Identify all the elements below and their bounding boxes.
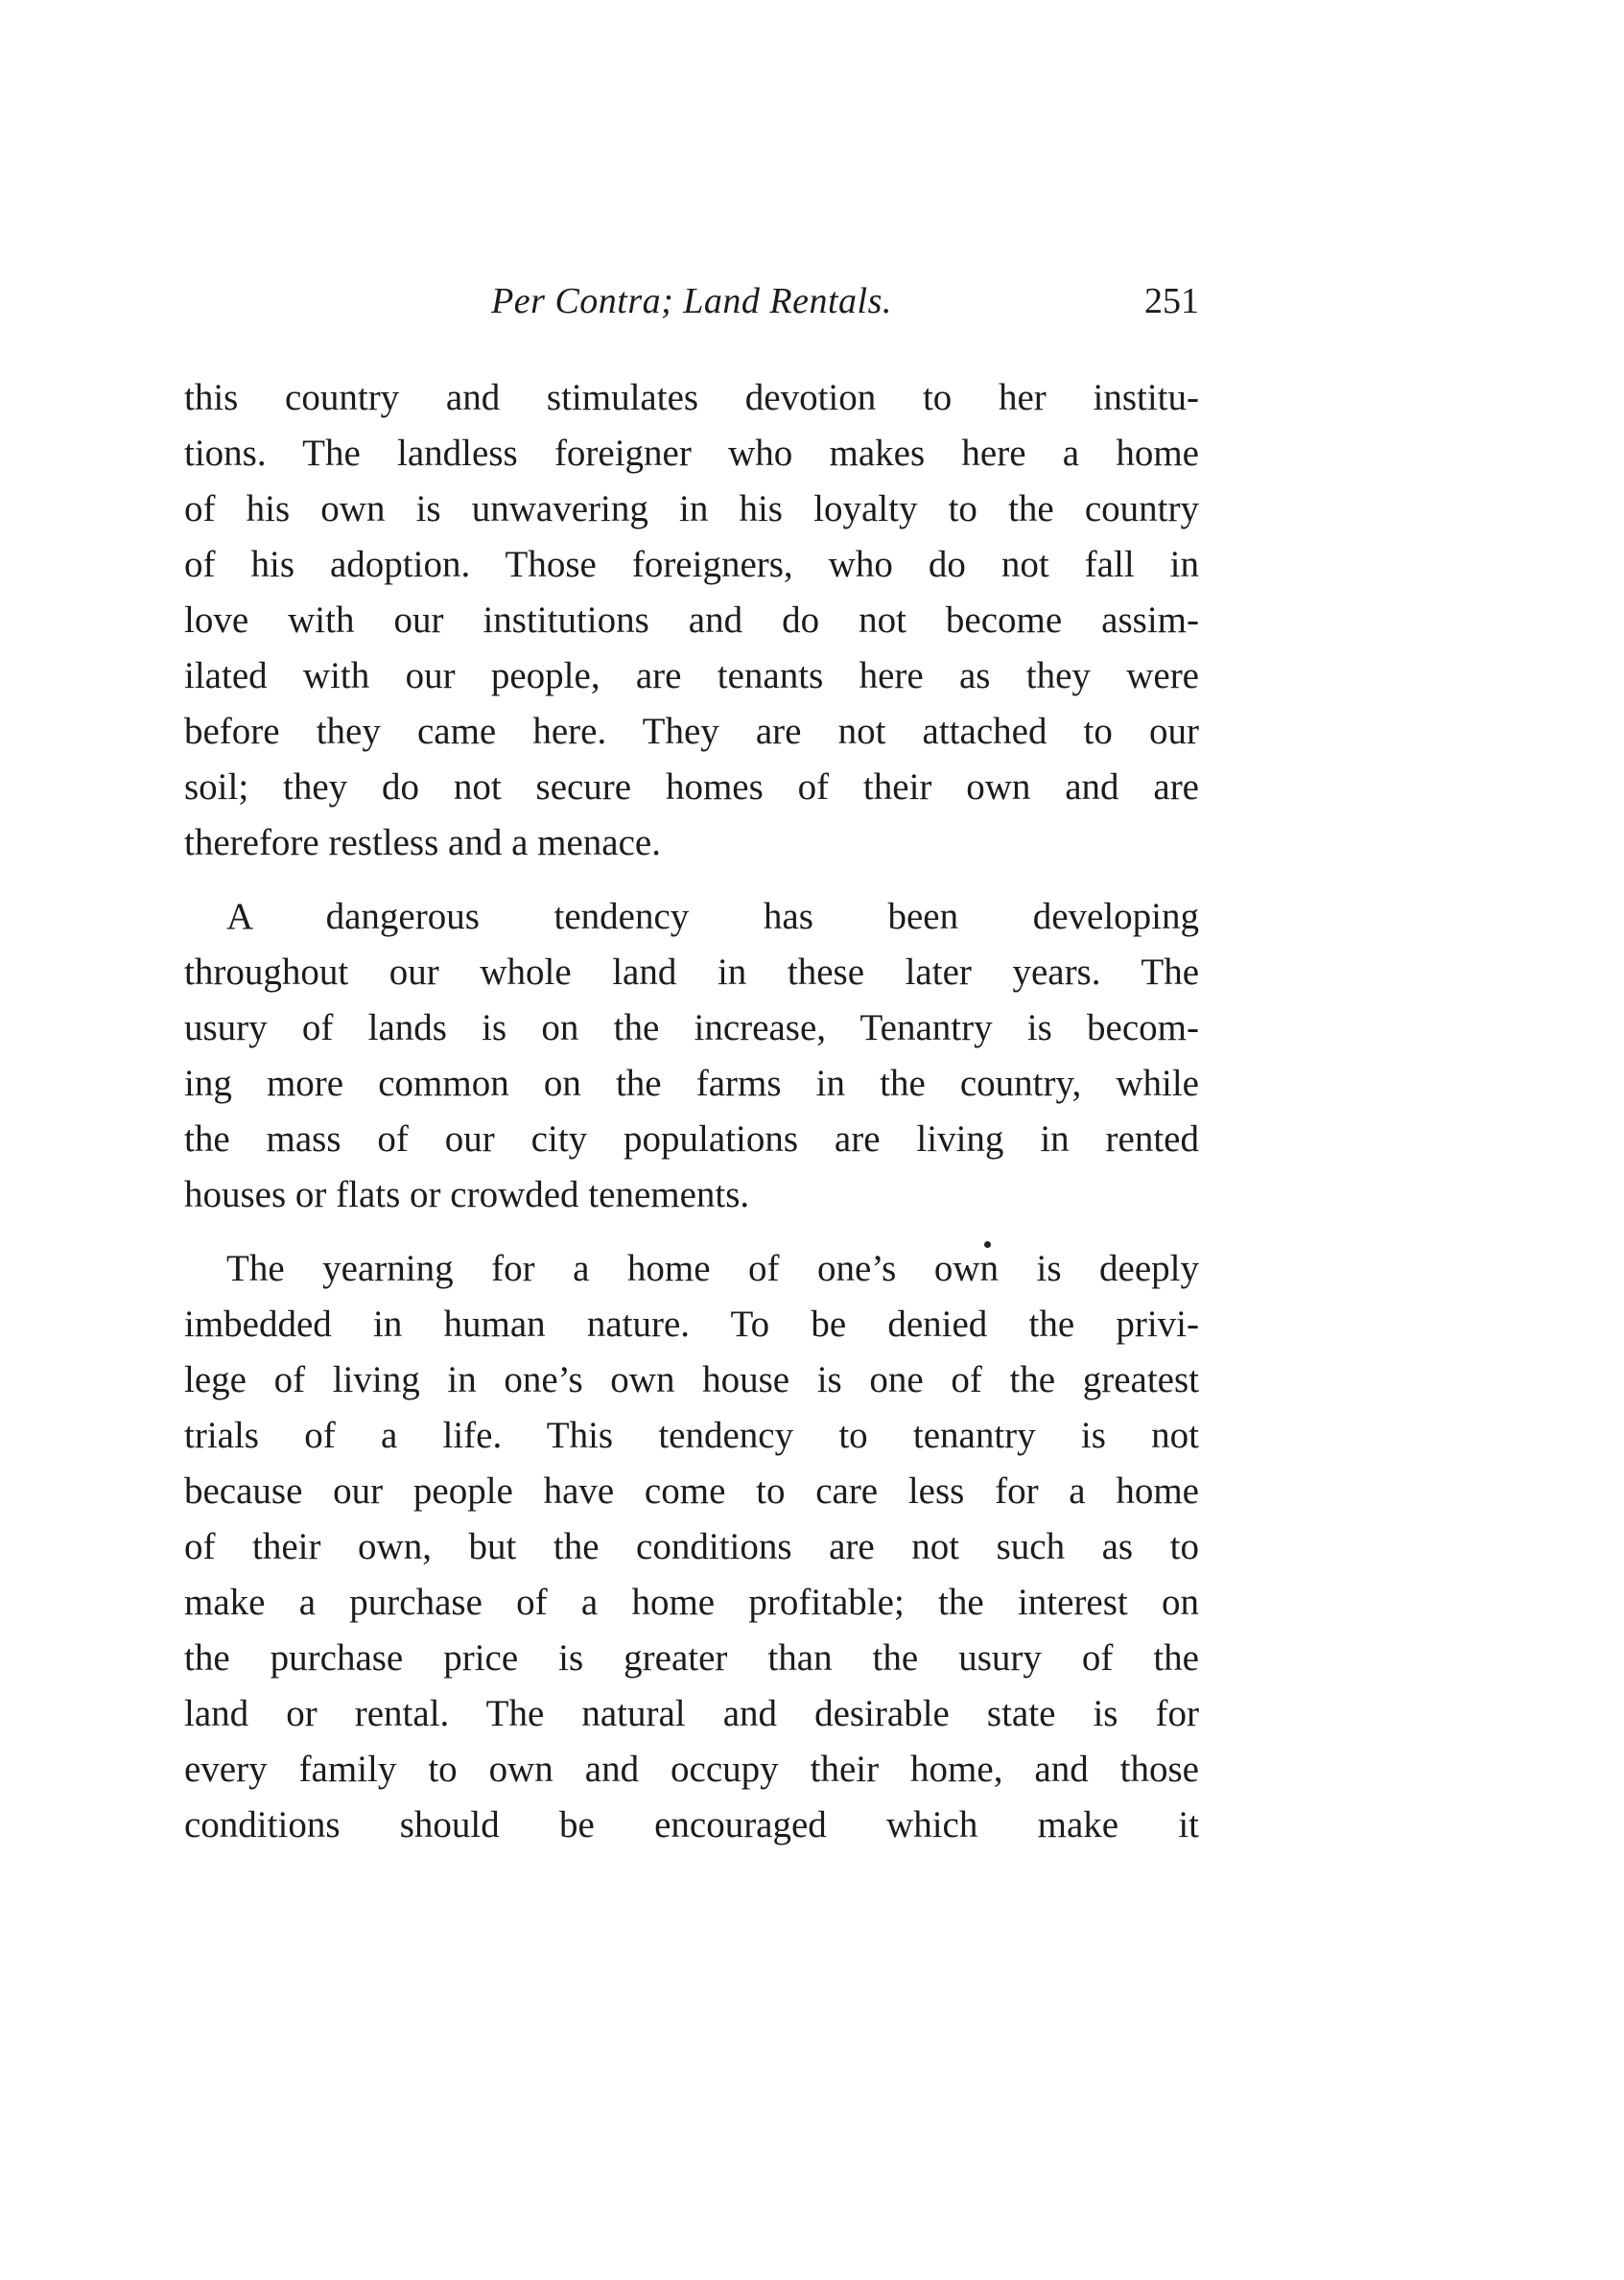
text-line: The yearning for a home of one’s own is deeply xyxy=(226,1248,1199,1289)
text-line: of their own, but the conditions are not such as to xyxy=(184,1526,1199,1567)
running-title: Per Contra; Land Rentals. xyxy=(491,281,892,321)
paragraph-1 xyxy=(184,370,1199,871)
ink-speck xyxy=(984,1241,991,1248)
text-line: make a purchase of a home profitable; the interest on xyxy=(184,1582,1199,1623)
text-line: of his own is unwavering in his loyalty to the country xyxy=(184,488,1199,529)
text-line: of his adoption. Those foreigners, who do not fall in xyxy=(184,544,1199,585)
text-line: imbedded in human nature. To be denied the privi- xyxy=(184,1304,1199,1345)
paragraph-gap xyxy=(184,1223,1199,1241)
text-line: before they came here. They are not attached to our xyxy=(184,711,1199,752)
text-line: A dangerous tendency has been developing xyxy=(226,896,1199,937)
text-line: ilated with our people, are tenants here as they were xyxy=(184,655,1199,696)
text-line: lege of living in one’s own house is one of the greatest xyxy=(184,1359,1199,1400)
text-line: usury of lands is on the increase, Tenantry is becom- xyxy=(184,1007,1199,1048)
text-line: houses or flats or crowded tenements. xyxy=(184,1174,750,1215)
text-line: conditions should be encouraged which make it xyxy=(184,1804,1199,1845)
text-line: the purchase price is greater than the usury of the xyxy=(184,1637,1199,1679)
text-line: land or rental. The natural and desirable state is for xyxy=(184,1693,1199,1734)
text-line: this country and stimulates devotion to her institu- xyxy=(184,377,1199,418)
paragraph-3 xyxy=(184,1241,1199,1853)
running-head xyxy=(184,280,1199,338)
text-line: soil; they do not secure homes of their own and are xyxy=(184,766,1199,808)
text-line: ing more common on the farms in the country, while xyxy=(184,1063,1199,1104)
text-line: because our people have come to care less for a home xyxy=(184,1470,1199,1512)
paragraph-2 xyxy=(184,889,1199,1223)
text-line: trials of a life. This tendency to tenantry is not xyxy=(184,1415,1199,1456)
text-line: throughout our whole land in these later years. The xyxy=(184,952,1199,993)
page-number: 251 xyxy=(1144,281,1199,321)
paragraph-gap xyxy=(184,871,1199,889)
text-line: tions. The landless foreigner who makes here a home xyxy=(184,433,1199,474)
text-line: therefore restless and a menace. xyxy=(184,822,661,863)
text-line: love with our institutions and do not become assim- xyxy=(184,599,1199,641)
body-text xyxy=(184,370,1199,1853)
text-line: the mass of our city populations are living in rented xyxy=(184,1118,1199,1160)
text-line: every family to own and occupy their home, and those xyxy=(184,1749,1199,1790)
